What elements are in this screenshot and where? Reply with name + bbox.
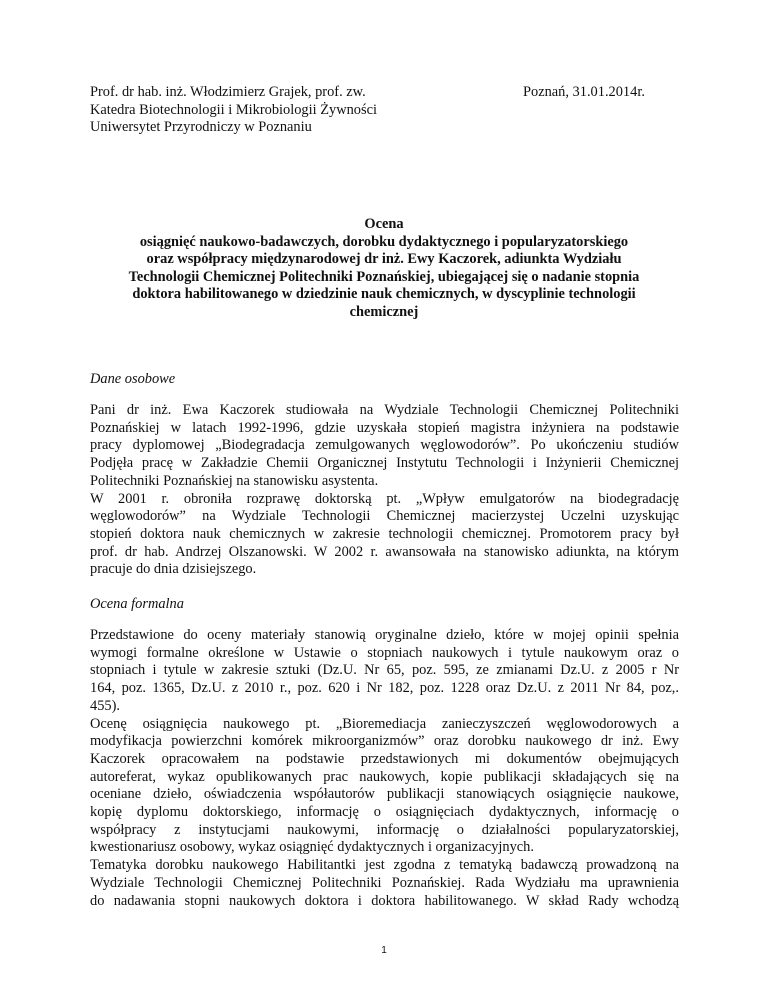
text-line: autoreferat, wykaz opublikowanych prac naukowych, kopie publikacji składających się na (90, 768, 679, 785)
text-line: Przedstawione do oceny materiały stanowią oryginalne dzieło, które w mojej opinii spełnia (90, 627, 679, 643)
text-line: Ocenę osiągnięcia naukowego pt. „Bioremediacja zanieczyszczeń węglowodorowych a (90, 715, 679, 732)
text-line: oceniane dzieło, oświadczenia współautorów publikacji stanowiących osiągnięcie naukowe, (90, 786, 679, 803)
text-line: kwestionariusz osobowy, wykaz osiągnięć dydaktycznych i organizacyjnych. (90, 839, 534, 856)
author-department: Katedra Biotechnologii i Mikrobiologii Żywności (90, 101, 377, 118)
text-line: modyfikacja powierzchni komórek mikroorganizmów” oraz dorobku naukowego dr inż. Ewy (90, 733, 679, 750)
text-line: stopniach i tytule w zakresie sztuki (Dz.U. Nr 65, poz. 595, ze zmianami Dz.U. z 2005 r Nr (90, 662, 679, 679)
text-line: węglowodorów” na Wydziale Technologii Chemicznej macierzystej Uczelni uzyskując (90, 508, 679, 525)
text-line: Podjęła pracę w Zakładzie Chemii Organicznej Instytutu Technologii i Inżynierii Chemicznej (90, 455, 679, 472)
text-line: Poznańskiej w latach 1992-1996, gdzie uzyskała stopień magistra inżyniera na podstawie (90, 419, 679, 436)
text-line: prof. dr hab. Andrzej Olszanowski. W 2002 r. awansowała na stanowisko adiunkta, na którym (90, 543, 679, 560)
section-heading-formal: Ocena formalna (90, 596, 184, 612)
text-line: współpracy z instytucjami naukowymi, informację o działalności popularyzatorskiej, (90, 821, 679, 838)
text-line: kopię dyplomu doktorskiego, informację o osiągnięciach dydaktycznych, informację o (90, 804, 679, 821)
text-line: wymogi formalne określone w Ustawie o stopniach naukowych i tytule naukowym oraz o (90, 644, 679, 661)
text-line: Pani dr inż. Ewa Kaczorek studiowała na Wydziale Technologii Chemicznej Politechniki (90, 402, 679, 418)
document-title (90, 216, 678, 322)
title-line: chemicznej (349, 303, 419, 320)
text-line: Tematyka dorobku naukowego Habilitantki jest zgodna z tematyką badawczą prowadzoną na (90, 857, 679, 874)
text-line: 164, poz. 1365, Dz.U. z 2010 r., poz. 620 i Nr 182, poz. 1228 oraz Dz.U. z 2011 Nr 84, poz,. (90, 680, 679, 697)
text-line: pracy dyplomowej „Biodegradacja zemulgowanych węglowodorów”. Po ukończeniu studiów (90, 437, 679, 454)
text-line: Politechniki Poznańskiej na stanowisku asystenta. (90, 472, 379, 489)
title-line: oraz współpracy międzynarodowej dr inż. Ewy Kaczorek, adiunkta Wydziału (146, 251, 622, 268)
paragraph-formal (90, 627, 679, 910)
text-line: do nadawania stopni naukowych doktora i doktora habilitowanego. W skład Rady wchodzą (90, 892, 679, 909)
paragraph-personal (90, 402, 679, 579)
author-block (90, 84, 377, 137)
text-line: Kaczorek opracowałem na podstawie przedstawionych mi dokumentów obejmujących (90, 750, 679, 767)
title-line: doktora habilitowanego w dziedzinie nauk chemicznych, w dyscyplinie technologii (132, 286, 636, 303)
author-name: Prof. dr hab. inż. Włodzimierz Grajek, prof. zw. (90, 84, 366, 100)
place-date: Poznań, 31.01.2014r. (523, 84, 645, 100)
text-line: Wydziale Technologii Chemicznej Politechniki Poznańskiej. Rada Wydziału ma uprawnienia (90, 874, 679, 891)
title-line: osiągnięć naukowo-badawczych, dorobku dydaktycznego i popularyzatorskiego (139, 233, 629, 250)
text-line: stopień doktora nauk chemicznych w zakresie technologii chemicznej. Promotorem pracy był (90, 525, 679, 542)
section-heading-personal: Dane osobowe (90, 371, 176, 387)
text-line: 455). (90, 697, 120, 714)
page-number: 1 (381, 945, 387, 956)
title-line: Ocena (364, 216, 404, 232)
author-university: Uniwersytet Przyrodniczy w Poznaniu (90, 119, 312, 135)
text-line: pracuje do dnia dzisiejszego. (90, 561, 257, 578)
text-line: W 2001 r. obroniła rozprawę doktorską pt. „Wpływ emulgatorów na biodegradację (90, 490, 679, 507)
title-line: Technologii Chemicznej Politechniki Poznańskiej, ubiegającej się o nadanie stopnia (128, 268, 640, 285)
